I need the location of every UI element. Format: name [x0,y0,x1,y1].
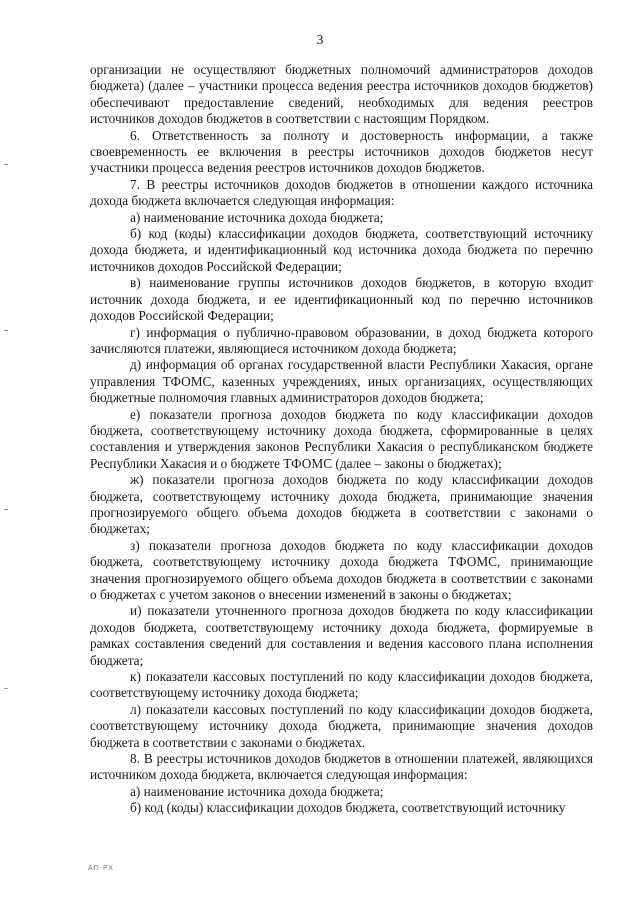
paragraph-7b: б) код (коды) классификации доходов бюджета, соответствующий источнику дохода бюджета, и идентификационный код источника дохода бюджета по перечню источников доходов Российской Федерации; [90,226,593,274]
paragraph-7e: е) показатели прогноза доходов бюджета по коду классификации доходов бюджета, соответствующему источнику дохода бюджета, сформированные в целях составления и утверждения законов Республики Хакасия о республиканском бюджете Республики Хакасия и о бюджете ТФОМС (далее – законы о бюджетах); [90,406,593,471]
scan-edge-mark [4,330,8,331]
document-body [90,62,593,817]
paragraph-item-6: 6. Ответственность за полноту и достоверность информации, а также своевременность ее включения в реестры источников доходов бюджетов несут участники процесса ведения реестров источников доходов бюджетов. [90,127,593,176]
scan-edge-mark [4,164,8,165]
paragraph-7zh: ж) показатели прогноза доходов бюджета по коду классификации доходов бюджета, соответствующему источнику дохода бюджета, принимающие значения прогнозируемого общего объема доходов бюджета в соответствии с законами о бюджетах; [90,472,593,537]
page-number: 3 [316,32,324,47]
paragraph-7d: д) информация об органах государственной власти Республики Хакасия, органе управления ТФОМС, казенных учреждениях, иных организациях, осуществляющих бюджетные полномочия главных администраторов доходов бюджета; [90,357,593,406]
paragraph-8b: б) код (коды) классификации доходов бюджета, соответствующий источнику [130,800,566,816]
paragraph-item-7: 7. В реестры источников доходов бюджетов в отношении каждого источника дохода бюджета включается следующая информация: [90,176,593,209]
paragraph-continuation: организации не осуществляют бюджетных полномочий администраторов доходов бюджета) (далее – участники процесса ведения реестра источников доходов бюджетов) обеспечивают предоставление сведений, необходимых для ведения реестров источников доходов бюджетов в соответствии с настоящим Порядком. [90,62,593,127]
paragraph-item-8: 8. В реестры источников доходов бюджетов в отношении платежей, являющихся источником дохода бюджета, включается следующая информация: [90,751,593,783]
paragraph-7k: к) показатели кассовых поступлений по коду классификации доходов бюджета, соответствующему источнику дохода бюджета; [90,669,593,701]
paragraph-7a: а) наименование источника дохода бюджета; [130,209,384,225]
footer-mark: АП-РХ [88,865,114,872]
paragraph-7i: и) показатели уточненного прогноза доходов бюджета по коду классификации доходов бюджета, соответствующему источнику дохода бюджета, формируемые в рамках составления сведений для составления и ведения кассового плана исполнения бюджета; [90,603,593,668]
paragraph-7g: г) информация о публично-правовом образовании, в доход бюджета которого зачисляются платежи, являющиеся источником дохода бюджета; [90,324,593,356]
paragraph-7l: л) показатели кассовых поступлений по коду классификации доходов бюджета, соответствующему источнику дохода бюджета, принимающие значения доходов бюджета в соответствии с законами о бюджетах. [90,701,593,750]
paragraph-7z: з) показатели прогноза доходов бюджета по коду классификации доходов бюджета, соответствующему источнику дохода бюджета ТФОМС, принимающие значения прогнозируемого общего объема доходов бюджета в соответствии с законами о бюджетах с учетом законов о внесении изменений в законы о бюджетах; [90,537,593,602]
scan-edge-mark [4,509,8,510]
scan-edge-mark [4,688,8,689]
paragraph-8a: а) наименование источника дохода бюджета; [130,783,384,799]
paragraph-7v: в) наименование группы источников доходов бюджетов, в которую входит источник дохода бюджета, и ее идентификационный код по перечню источников доходов Российской Федерации; [90,275,593,324]
